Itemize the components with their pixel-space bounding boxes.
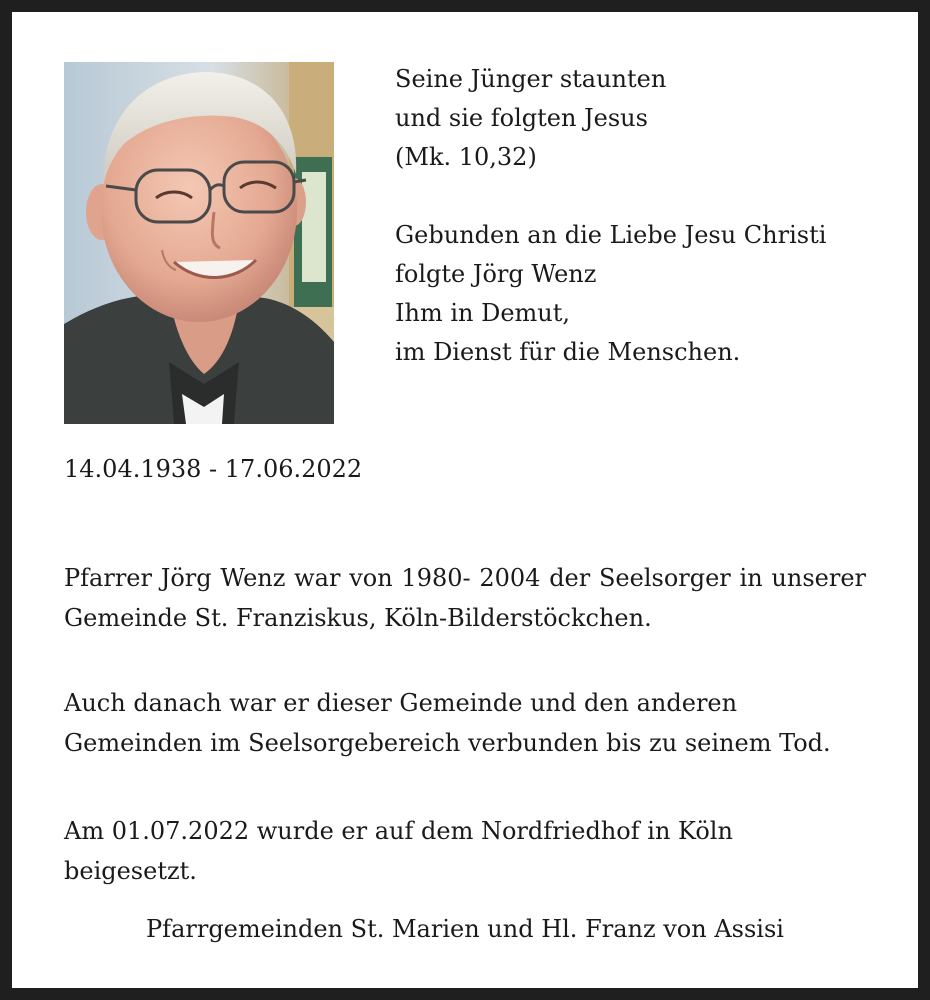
verse-reference: (Mk. 10,32): [395, 143, 537, 171]
portrait-photo: [64, 62, 334, 424]
obituary-card: [12, 12, 918, 988]
bible-verse: [395, 60, 826, 372]
verse-line: und sie folgten Jesus: [395, 104, 648, 132]
parish-signature: Pfarrgemeinden St. Marien und Hl. Franz von Assisi: [146, 915, 784, 943]
verse-spacer: [395, 177, 826, 216]
dedication-line: im Dienst für die Menschen.: [395, 338, 741, 366]
life-dates: 14.04.1938 - 17.06.2022: [64, 455, 363, 483]
dedication-line: Ihm in Demut,: [395, 299, 571, 327]
dedication-line: Gebunden an die Liebe Jesu Christi: [395, 221, 827, 249]
paragraph-service: Pfarrer Jörg Wenz war von 1980- 2004 der Seelsorger in unserer Gemeinde St. Franziskus, Köln-Bilderstöckchen.: [64, 564, 866, 632]
paragraph-connection: Auch danach war er dieser Gemeinde und den anderen Gemeinden im Seelsorgebereich verbunden bis zu seinem Tod.: [64, 689, 831, 757]
dedication-line: folgte Jörg Wenz: [395, 260, 597, 288]
paragraph-burial: Am 01.07.2022 wurde er auf dem Nordfriedhof in Köln beigesetzt.: [64, 817, 733, 885]
verse-line: Seine Jünger staunten: [395, 65, 667, 93]
